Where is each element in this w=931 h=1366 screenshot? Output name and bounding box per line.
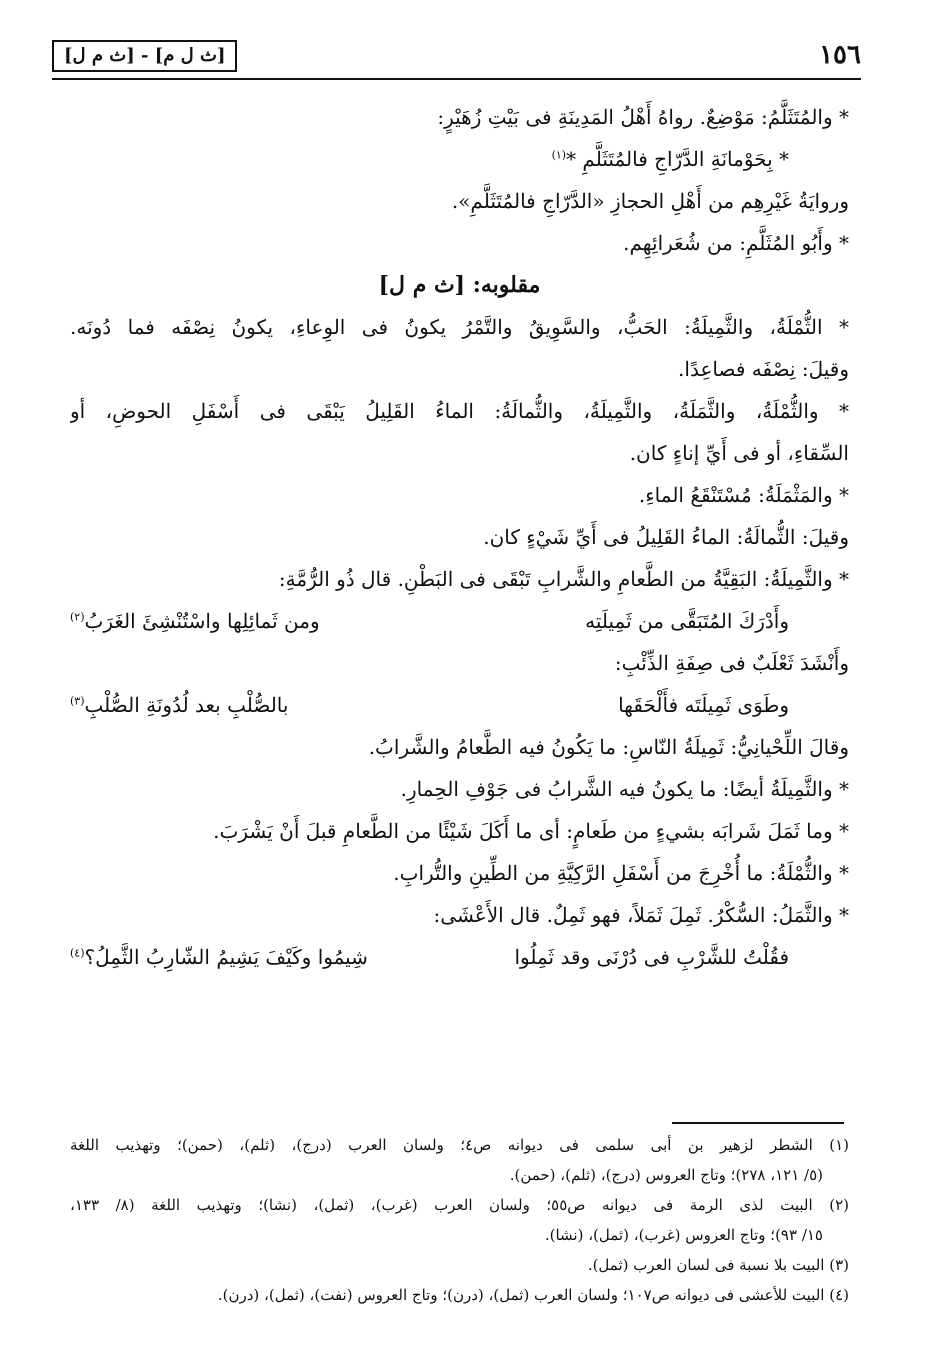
page-number: ١٥٦ (819, 40, 861, 70)
verse-second-hemistich (70, 936, 401, 978)
footnote-ref: (١) (551, 148, 567, 162)
text-line: * والثَّمَلُ: السُّكْرُ. ثَمِلَ ثَمَلاً، فهو ثَمِلٌ. قال الأَعْشَى: (433, 903, 849, 927)
text-line: وقيلَ: الثُّمالَةُ: الماءُ القَلِيلُ فى أَيِّ شَيْءٍ كان. (483, 525, 849, 549)
verse-second-text: ومن ثَمائِلِها واسْتُنْشِئَ الغَرَبُ (84, 609, 320, 633)
text-line: * والثُّمْلَةُ: ما أُخْرِجَ من أَسْفَلِ الرَّكِيَّةِ من الطِّينِ والتُّرابِ. (393, 861, 849, 885)
verse-line (70, 600, 849, 642)
text-line: * والثَّمِيلَةُ: البَقِيَّةُ من الطَّعامِ والشَّرابِ تَبْقَى فى البَطْنِ. قال ذُو الرُّمَّةِ: (278, 567, 849, 591)
main-text (70, 96, 849, 978)
header-rule (52, 78, 861, 80)
verse-first-hemistich: وأَدْرَكَ المُتَبَقَّى من ثَمِيلَتِه (585, 609, 789, 633)
text-line: * والمَثْمَلَةُ: مُسْتَنْقَعُ الماءِ. (638, 483, 849, 507)
text-line: وأَنْشَدَ ثَعْلَبٌ فى صِفَةِ الذِّئْبِ: (614, 651, 849, 675)
verse-line (70, 684, 849, 726)
text-line: * والمُتَثَلَّمُ: مَوْضِعٌ. رواهُ أَهْلُ المَدِينَةِ فى بَيْتِ زُهَيْرٍ: (437, 105, 849, 129)
footnote-line: (٤) البيت للأعشى فى ديوانه ص١٠٧؛ ولسان العرب (ثمل)، (درن)؛ وتاج العروس (نفت)، (ثمل)، (درن). (217, 1286, 849, 1304)
verse-second-hemistich (70, 600, 401, 642)
text-line: وروايَةُ غَيْرِهِم من أَهْلِ الحجازِ «الدَّرّاجِ فالمُتَثَلَّمِ». (451, 189, 849, 213)
text-line: * وما ثَمَلَ شَرابَه بشيءٍ من طَعامٍ: أى ما أَكَلَ شَيْئًا من الطَّعامِ قبلَ أَنْ يَشْرَبَ. (213, 819, 849, 843)
text-line: * وأَبُو المُثَلَّمِ: من شُعَرائِهِم. (623, 231, 849, 255)
footnote-line: (١) الشطر لزهير بن أبى سلمى فى ديوانه ص٤؛ ولسان العرب (درج)، (ثلم)، (حمن)؛ وتهذيب اللغة (70, 1136, 849, 1154)
page-header (52, 40, 861, 76)
verse-first-hemistich: فقُلْتُ للشَّرْبِ فى دُرْنَى وقد ثَمِلُوا (514, 945, 789, 969)
footnote-rule (672, 1122, 844, 1124)
verse-first-hemistich: وطَوَى ثَمِيلَتَه فأَلْحَقَها (618, 693, 789, 717)
footnote-line: (٥/ ١٢١، ٢٧٨)؛ وتاج العروس (درج)، (ثلم)، (حمن). (509, 1166, 823, 1184)
footnote-ref: (٢) (70, 610, 85, 624)
section-title: مقلوبه: [ث م ل] (378, 272, 541, 298)
text-line: * الثُّمْلَةُ، والثَّمِيلَةُ: الحَبُّ، والسَّوِيقُ والتَّمْرُ يكونُ فى الوِعاءِ، يكونُ نِصْفَه فما دُونَه. (70, 315, 849, 339)
footnotes (70, 1130, 849, 1310)
verse-second-text: بالصُّلْبِ بعد لُدُونَةِ الصُّلْبِ (84, 693, 289, 717)
footnote-ref: (٤) (70, 946, 85, 960)
footnote-line: ١٥/ ٩٣)؛ وتاج العروس (غرب)، (ثمل)، (نشا). (544, 1226, 823, 1244)
quote-line (70, 138, 849, 180)
text-line: * والثُّمْلَةُ، والثَّمَلَةُ، والثَّمِيلَةُ، والثُّمالَةُ: الماءُ القَلِيلُ يَبْقَى فى أَسْفَلِ الحوضِ، أو (70, 399, 849, 423)
text-line: وقالَ اللِّحْيانِيُّ: ثَمِيلَةُ النّاسِ: ما يَكُونُ فيه الطَّعامُ والشَّرابُ. (368, 735, 849, 759)
footnote-line: (٢) البيت لذى الرمة فى ديوانه ص٥٥؛ ولسان العرب (غرب)، (ثمل)، (نشا)؛ وتهذيب اللغة (٨/ ١٣٣، (70, 1196, 849, 1214)
text-line: وقيلَ: نِصْفَه فصاعِدًا. (678, 357, 849, 381)
running-head: [ث ل م] - [ث م ل] (52, 40, 237, 72)
verse-line (70, 936, 849, 978)
verse-second-hemistich (70, 684, 401, 726)
text-line: * والثَّمِيلَةُ أيضًا: ما يكونُ فيه الشَّرابُ فى جَوْفِ الحِمارِ. (400, 777, 849, 801)
text-line: السِّقاءِ، أو فى أَيِّ إناءٍ كان. (629, 441, 849, 465)
verse-second-text: شِيمُوا وكَيْفَ يَشِيمُ الشّارِبُ الثَّمِلُ؟ (84, 945, 368, 969)
quote-text: * بِحَوْمانَةِ الدَّرّاجِ فالمُتَثَلَّمِ * (566, 147, 789, 171)
footnote-ref: (٣) (70, 694, 85, 708)
footnote-line: (٣) البيت بلا نسبة فى لسان العرب (ثمل). (587, 1256, 849, 1274)
